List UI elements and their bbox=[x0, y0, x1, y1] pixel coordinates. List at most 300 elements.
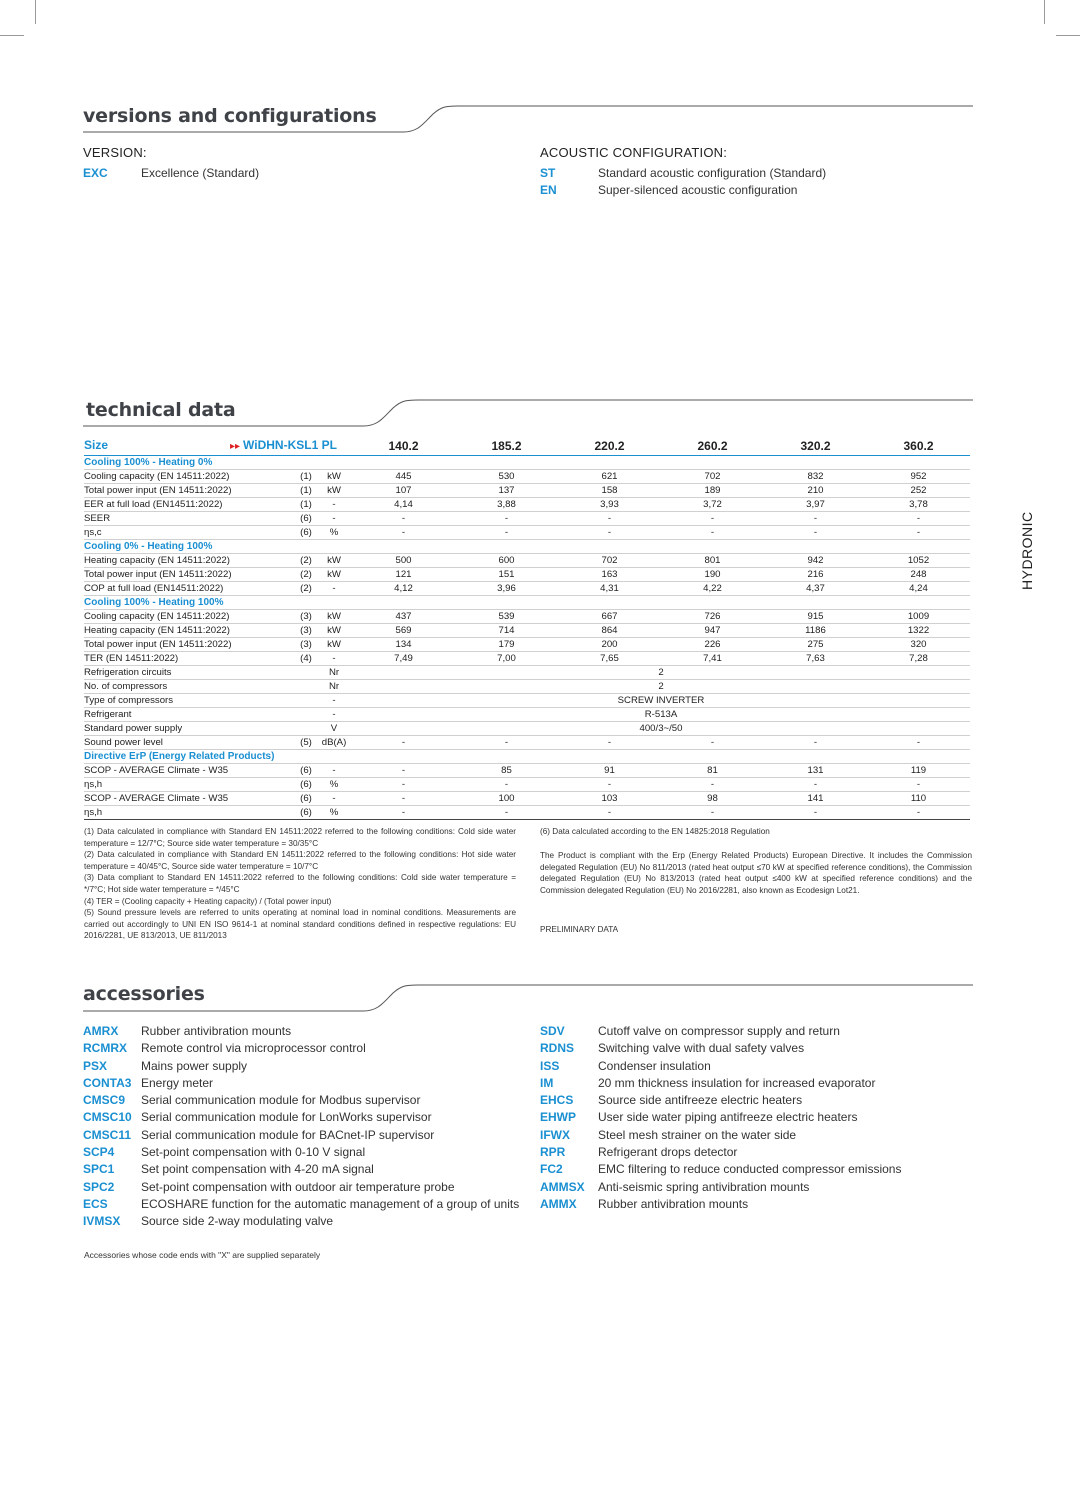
row-value: 832 bbox=[764, 470, 867, 484]
accessory-item bbox=[540, 1040, 901, 1057]
table-row bbox=[84, 484, 970, 498]
row-value: 3,97 bbox=[764, 498, 867, 512]
row-label: Total power input (EN 14511:2022) bbox=[84, 568, 296, 582]
size-label: Size bbox=[84, 438, 109, 452]
row-label: SCOP - AVERAGE Climate - W35 bbox=[84, 764, 296, 778]
row-label: Heating capacity (EN 14511:2022) bbox=[84, 624, 296, 638]
size-column-header: 360.2 bbox=[867, 437, 970, 456]
row-value: 320 bbox=[867, 638, 970, 652]
row-value: - bbox=[352, 764, 455, 778]
acoustic-item bbox=[540, 182, 797, 199]
row-value: 3,72 bbox=[661, 498, 764, 512]
accessory-item bbox=[540, 1179, 901, 1196]
row-value: 119 bbox=[867, 764, 970, 778]
acoustic-header: ACOUSTIC CONFIGURATION: bbox=[540, 145, 728, 160]
accessory-code: EHWP bbox=[540, 1110, 576, 1125]
notes-left: (1) Data calculated in compliance with Standard EN 14511:2022 referred to the following conditions: Cold side water temperature = 12/7°C; Source side water temperature = 30/35°C (2) Data calculated in compliance with Standard EN 14511:2022 referred to the following conditions: Hot side water temperature = 40/45°C, Source side water temperature = 10/7°C (3) Data compliant to Standard EN 14511:2022 referred to the following conditions: Cold side water temperature = */7°C; Hot side water temperature = */45°C (4) TER = (Cooling capacity + Heating capacity) / (Total power input) (5) Sound pressure levels are referred to units operating at nominal load in nominal conditions. Measurements are carried out accordingly to UNI EN ISO 9614-1 at nominal standard conditions defined in respective regulations: EU 2016/2281, UE 813/2013, UE 811/2013 bbox=[84, 827, 516, 941]
accessory-desc: Remote control via microprocessor control bbox=[141, 1041, 366, 1056]
accessory-desc: Rubber antivibration mounts bbox=[141, 1024, 292, 1038]
row-value: 1052 bbox=[867, 554, 970, 568]
row-unit: % bbox=[316, 806, 352, 820]
row-label: Type of compressors bbox=[84, 694, 296, 708]
row-value: - bbox=[867, 778, 970, 792]
accessory-desc: Refrigerant drops detector bbox=[598, 1145, 738, 1160]
row-note bbox=[296, 666, 316, 680]
row-unit: - bbox=[316, 764, 352, 778]
accessory-item bbox=[83, 1196, 519, 1213]
accessory-code: SCP4 bbox=[83, 1145, 115, 1160]
row-label: TER (EN 14511:2022) bbox=[84, 652, 296, 666]
row-value: - bbox=[558, 736, 661, 750]
row-value: 3,96 bbox=[455, 582, 558, 596]
row-value: 702 bbox=[661, 470, 764, 484]
row-unit: - bbox=[316, 792, 352, 806]
row-label: EER at full load (EN14511:2022) bbox=[84, 498, 296, 512]
row-unit: - bbox=[316, 512, 352, 526]
row-value: 4,14 bbox=[352, 498, 455, 512]
row-value: 1009 bbox=[867, 610, 970, 624]
row-value: 947 bbox=[661, 624, 764, 638]
accessory-item bbox=[83, 1179, 519, 1196]
version-item bbox=[83, 165, 259, 182]
row-value: - bbox=[558, 512, 661, 526]
accessory-item bbox=[540, 1075, 901, 1092]
accessories-right-list bbox=[540, 1023, 901, 1213]
accessory-desc: Serial communication module for Modbus supervisor bbox=[141, 1093, 421, 1108]
accessory-desc: Mains power supply bbox=[141, 1058, 248, 1073]
accessory-code: AMRX bbox=[83, 1024, 119, 1038]
accessory-code: RDNS bbox=[540, 1041, 575, 1056]
row-unit: kW bbox=[316, 568, 352, 582]
row-value: 4,31 bbox=[558, 582, 661, 596]
row-label: Total power input (EN 14511:2022) bbox=[84, 484, 296, 498]
accessory-item bbox=[83, 1109, 519, 1126]
row-value-spanned: 2 bbox=[352, 666, 970, 680]
table-row bbox=[84, 736, 970, 750]
acoustic-code: EN bbox=[540, 183, 557, 197]
row-value: 714 bbox=[455, 624, 558, 638]
row-label: Cooling capacity (EN 14511:2022) bbox=[84, 610, 296, 624]
row-note: (6) bbox=[296, 792, 316, 806]
row-value: 1322 bbox=[867, 624, 970, 638]
table-row bbox=[84, 694, 970, 708]
accessory-item bbox=[540, 1161, 901, 1178]
accessory-code: CONTA3 bbox=[83, 1075, 132, 1090]
accessory-code: CMSC11 bbox=[83, 1127, 132, 1142]
row-value: 539 bbox=[455, 610, 558, 624]
table-row bbox=[84, 610, 970, 624]
row-value: 4,24 bbox=[867, 582, 970, 596]
table-row bbox=[84, 652, 970, 666]
row-value: 210 bbox=[764, 484, 867, 498]
accessory-item bbox=[83, 1161, 519, 1178]
table-group-row bbox=[84, 456, 970, 470]
accessory-code: IFWX bbox=[540, 1127, 570, 1142]
row-value: 151 bbox=[455, 568, 558, 582]
accessories-left-list bbox=[83, 1023, 519, 1231]
row-value: - bbox=[764, 526, 867, 540]
row-note bbox=[296, 680, 316, 694]
crop-mark bbox=[1056, 35, 1080, 36]
accessory-code: RPR bbox=[540, 1145, 566, 1160]
row-value-spanned: 400/3~/50 bbox=[352, 722, 970, 736]
accessory-desc: User side water piping antifreeze electric heaters bbox=[598, 1110, 858, 1125]
accessory-item bbox=[540, 1196, 901, 1213]
accessory-code: AMMSX bbox=[540, 1179, 585, 1194]
row-unit: Nr bbox=[316, 680, 352, 694]
row-unit: - bbox=[316, 652, 352, 666]
row-note: (1) bbox=[296, 484, 316, 498]
row-value: 7,41 bbox=[661, 652, 764, 666]
section-title-versions: versions and configurations bbox=[83, 105, 377, 127]
size-column-header: 185.2 bbox=[455, 437, 558, 456]
table-row bbox=[84, 470, 970, 484]
side-label: HYDRONIC bbox=[1019, 511, 1035, 590]
row-value: 98 bbox=[661, 792, 764, 806]
row-note: (4) bbox=[296, 652, 316, 666]
row-value: - bbox=[661, 512, 764, 526]
row-note bbox=[296, 694, 316, 708]
accessory-item bbox=[540, 1109, 901, 1126]
crop-mark bbox=[1044, 0, 1045, 24]
row-note: (3) bbox=[296, 610, 316, 624]
row-value-spanned: R-513A bbox=[352, 708, 970, 722]
row-value: - bbox=[867, 526, 970, 540]
row-unit: - bbox=[316, 708, 352, 722]
row-value: - bbox=[558, 526, 661, 540]
row-note: (2) bbox=[296, 554, 316, 568]
row-value: - bbox=[352, 792, 455, 806]
table-group-row bbox=[84, 540, 970, 554]
row-value: - bbox=[352, 736, 455, 750]
row-label: ηs,c bbox=[84, 526, 296, 540]
accessory-code: PSX bbox=[83, 1058, 108, 1073]
model-marker-icon: ▸▸ bbox=[230, 441, 241, 452]
version-desc: Excellence (Standard) bbox=[141, 166, 260, 180]
row-unit: kW bbox=[316, 554, 352, 568]
accessory-desc: Steel mesh strainer on the water side bbox=[598, 1127, 797, 1142]
accessory-code: SDV bbox=[540, 1024, 565, 1038]
row-value: 3,93 bbox=[558, 498, 661, 512]
row-label: SCOP - AVERAGE Climate - W35 bbox=[84, 792, 296, 806]
accessory-item bbox=[83, 1092, 519, 1109]
row-label: SEER bbox=[84, 512, 296, 526]
group-label: Cooling 100% - Heating 100% bbox=[84, 596, 970, 610]
row-value: 163 bbox=[558, 568, 661, 582]
row-value: 100 bbox=[455, 792, 558, 806]
row-unit: % bbox=[316, 526, 352, 540]
row-value: 248 bbox=[867, 568, 970, 582]
accessory-item bbox=[83, 1213, 519, 1230]
accessory-code: ISS bbox=[540, 1058, 560, 1073]
size-column-header: 220.2 bbox=[558, 437, 661, 456]
row-value: 141 bbox=[764, 792, 867, 806]
row-value: 252 bbox=[867, 484, 970, 498]
row-value: 4,22 bbox=[661, 582, 764, 596]
row-unit: dB(A) bbox=[316, 736, 352, 750]
accessory-item bbox=[540, 1144, 901, 1161]
row-value: 942 bbox=[764, 554, 867, 568]
row-unit: kW bbox=[316, 484, 352, 498]
row-value: - bbox=[455, 778, 558, 792]
row-value: 667 bbox=[558, 610, 661, 624]
row-label: Total power input (EN 14511:2022) bbox=[84, 638, 296, 652]
row-value: 915 bbox=[764, 610, 867, 624]
accessory-code: IM bbox=[540, 1075, 554, 1090]
row-value: - bbox=[352, 806, 455, 820]
row-note: (6) bbox=[296, 806, 316, 820]
acoustic-desc: Standard acoustic configuration (Standard) bbox=[598, 166, 827, 180]
row-unit: - bbox=[316, 582, 352, 596]
row-value: 189 bbox=[661, 484, 764, 498]
row-value: - bbox=[661, 526, 764, 540]
row-value: 437 bbox=[352, 610, 455, 624]
accessory-item bbox=[83, 1144, 519, 1161]
accessory-desc: Anti-seismic spring antivibration mounts bbox=[598, 1179, 810, 1194]
row-value: - bbox=[661, 778, 764, 792]
accessory-desc: Serial communication module for BACnet-IP supervisor bbox=[141, 1127, 435, 1142]
row-value: 81 bbox=[661, 764, 764, 778]
accessory-code: RCMRX bbox=[83, 1041, 127, 1056]
row-value: 726 bbox=[661, 610, 764, 624]
row-value: - bbox=[558, 806, 661, 820]
size-column-header: 320.2 bbox=[764, 437, 867, 456]
row-value: 275 bbox=[764, 638, 867, 652]
row-value: 107 bbox=[352, 484, 455, 498]
table-header-row bbox=[84, 437, 970, 456]
table-row bbox=[84, 526, 970, 540]
row-unit: - bbox=[316, 694, 352, 708]
accessory-desc: Switching valve with dual safety valves bbox=[598, 1041, 805, 1056]
crop-mark bbox=[35, 0, 36, 24]
row-value: - bbox=[455, 512, 558, 526]
accessory-desc: Source side 2-way modulating valve bbox=[141, 1214, 334, 1229]
row-value: - bbox=[764, 736, 867, 750]
row-label: ηs,h bbox=[84, 778, 296, 792]
row-value: - bbox=[867, 512, 970, 526]
table-row bbox=[84, 680, 970, 694]
table-group-row bbox=[84, 750, 970, 764]
row-value: - bbox=[558, 778, 661, 792]
accessory-code: FC2 bbox=[540, 1162, 563, 1177]
row-value: - bbox=[455, 736, 558, 750]
row-value: - bbox=[455, 526, 558, 540]
row-value: 7,49 bbox=[352, 652, 455, 666]
row-value: 445 bbox=[352, 470, 455, 484]
row-unit: kW bbox=[316, 624, 352, 638]
row-value: 621 bbox=[558, 470, 661, 484]
accessory-item bbox=[540, 1023, 901, 1040]
row-value: 85 bbox=[455, 764, 558, 778]
row-label: Refrigerant bbox=[84, 708, 296, 722]
size-column-header: 260.2 bbox=[661, 437, 764, 456]
acoustic-item bbox=[540, 165, 826, 182]
row-label: Refrigeration circuits bbox=[84, 666, 296, 680]
row-note: (3) bbox=[296, 638, 316, 652]
row-value: 131 bbox=[764, 764, 867, 778]
section-title-accessories: accessories bbox=[83, 983, 205, 1005]
row-value: 103 bbox=[558, 792, 661, 806]
accessory-item bbox=[540, 1092, 901, 1109]
row-note: (5) bbox=[296, 736, 316, 750]
accessories-footnote: Accessories whose code ends with "X" are supplied separately bbox=[84, 1250, 321, 1260]
row-value: - bbox=[352, 512, 455, 526]
size-header-cell bbox=[84, 437, 352, 456]
row-value: - bbox=[867, 736, 970, 750]
row-note: (6) bbox=[296, 764, 316, 778]
row-value: 190 bbox=[661, 568, 764, 582]
table-row bbox=[84, 792, 970, 806]
row-label: Sound power level bbox=[84, 736, 296, 750]
table-row bbox=[84, 722, 970, 736]
section-title-technical: technical data bbox=[86, 399, 236, 421]
table-row bbox=[84, 806, 970, 820]
accessory-item bbox=[540, 1058, 901, 1075]
accessory-desc: ECOSHARE function for the automatic management of a group of units bbox=[141, 1196, 520, 1211]
accessory-desc: Set-point compensation with outdoor air temperature probe bbox=[141, 1179, 455, 1194]
accessory-desc: EMC filtering to reduce conducted compressor emissions bbox=[598, 1162, 902, 1177]
table-row bbox=[84, 568, 970, 582]
row-value: 569 bbox=[352, 624, 455, 638]
row-label: Cooling capacity (EN 14511:2022) bbox=[84, 470, 296, 484]
row-value: - bbox=[764, 778, 867, 792]
row-value: 134 bbox=[352, 638, 455, 652]
section-divider bbox=[83, 104, 973, 134]
row-note: (2) bbox=[296, 582, 316, 596]
table-group-row bbox=[84, 596, 970, 610]
row-note: (1) bbox=[296, 498, 316, 512]
acoustic-desc: Super-silenced acoustic configuration bbox=[598, 183, 798, 197]
accessory-item bbox=[83, 1023, 519, 1040]
table-row bbox=[84, 764, 970, 778]
row-unit: kW bbox=[316, 610, 352, 624]
accessory-code: CMSC9 bbox=[83, 1093, 126, 1108]
accessory-code: EHCS bbox=[540, 1093, 574, 1108]
row-note: (6) bbox=[296, 778, 316, 792]
version-code: EXC bbox=[83, 166, 108, 180]
group-label: Cooling 100% - Heating 0% bbox=[84, 456, 970, 470]
row-value: 4,37 bbox=[764, 582, 867, 596]
table-row bbox=[84, 638, 970, 652]
table-row bbox=[84, 778, 970, 792]
accessory-code: ECS bbox=[83, 1196, 108, 1211]
row-value: 3,88 bbox=[455, 498, 558, 512]
accessory-code: IVMSX bbox=[83, 1214, 121, 1229]
row-value: 500 bbox=[352, 554, 455, 568]
row-unit: - bbox=[316, 498, 352, 512]
row-label: No. of compressors bbox=[84, 680, 296, 694]
technical-data-table bbox=[84, 437, 970, 820]
notes-right-erp-directive: The Product is compliant with the Erp (Energy Related Products) European Directive. It includes the Commission delegated Regulation (EU) No 811/2013 (rated heat output ≤70 kW at specified reference conditions), the Commission delegated Regulation (EU) No 813/2013 (rated heat output ≤400 kW at specified reference conditions) and the Commission delegated Regulation (EU) No 2016/2281, also known as Ecodesign Lot21. bbox=[540, 851, 972, 895]
row-value: - bbox=[352, 526, 455, 540]
section-divider bbox=[83, 398, 973, 428]
accessory-desc: Serial communication module for LonWorks supervisor bbox=[141, 1110, 432, 1125]
accessory-item bbox=[83, 1127, 519, 1144]
row-value: 110 bbox=[867, 792, 970, 806]
row-value: 530 bbox=[455, 470, 558, 484]
row-value: 216 bbox=[764, 568, 867, 582]
section-divider bbox=[83, 983, 973, 1013]
row-value-spanned: SCREW INVERTER bbox=[352, 694, 970, 708]
row-unit: V bbox=[316, 722, 352, 736]
model-name: WiDHN-KSL1 PL bbox=[243, 438, 337, 452]
row-note: (3) bbox=[296, 624, 316, 638]
row-note: (6) bbox=[296, 526, 316, 540]
row-value: - bbox=[661, 806, 764, 820]
accessory-code: SPC2 bbox=[83, 1179, 115, 1194]
version-header: VERSION: bbox=[83, 145, 147, 160]
size-column-header: 140.2 bbox=[352, 437, 455, 456]
accessory-item bbox=[83, 1058, 519, 1075]
row-note bbox=[296, 708, 316, 722]
row-note: (6) bbox=[296, 512, 316, 526]
row-label: COP at full load (EN14511:2022) bbox=[84, 582, 296, 596]
row-unit: kW bbox=[316, 638, 352, 652]
row-value: 801 bbox=[661, 554, 764, 568]
table-row bbox=[84, 512, 970, 526]
row-unit: Nr bbox=[316, 666, 352, 680]
row-value: 7,00 bbox=[455, 652, 558, 666]
acoustic-code: ST bbox=[540, 166, 556, 180]
preliminary-data-label: PRELIMINARY DATA bbox=[540, 925, 619, 934]
row-value: 952 bbox=[867, 470, 970, 484]
table-row bbox=[84, 666, 970, 680]
row-value: 1186 bbox=[764, 624, 867, 638]
row-value: 864 bbox=[558, 624, 661, 638]
row-value: 121 bbox=[352, 568, 455, 582]
table-row bbox=[84, 554, 970, 568]
row-value: 3,78 bbox=[867, 498, 970, 512]
accessory-desc: Energy meter bbox=[141, 1075, 214, 1090]
row-value: 226 bbox=[661, 638, 764, 652]
notes-right-erp-regulation: (6) Data calculated according to the EN 14825:2018 Regulation bbox=[540, 827, 770, 836]
accessory-desc: Source side antifreeze electric heaters bbox=[598, 1093, 803, 1108]
row-value: 7,63 bbox=[764, 652, 867, 666]
accessory-desc: Rubber antivibration mounts bbox=[598, 1196, 749, 1211]
accessory-item bbox=[540, 1127, 901, 1144]
row-value: - bbox=[867, 806, 970, 820]
row-value: 702 bbox=[558, 554, 661, 568]
row-value: 7,65 bbox=[558, 652, 661, 666]
accessory-code: CMSC10 bbox=[83, 1110, 132, 1125]
row-note: (2) bbox=[296, 568, 316, 582]
row-value: - bbox=[764, 512, 867, 526]
row-label: ηs,h bbox=[84, 806, 296, 820]
accessory-code: AMMX bbox=[540, 1196, 577, 1211]
row-value: - bbox=[661, 736, 764, 750]
accessory-code: SPC1 bbox=[83, 1162, 115, 1177]
row-note bbox=[296, 722, 316, 736]
group-label: Directive ErP (Energy Related Products) bbox=[84, 750, 970, 764]
row-value: 200 bbox=[558, 638, 661, 652]
row-value: - bbox=[455, 806, 558, 820]
row-unit: kW bbox=[316, 470, 352, 484]
table-row bbox=[84, 708, 970, 722]
row-value: 137 bbox=[455, 484, 558, 498]
row-value: - bbox=[352, 778, 455, 792]
row-value: - bbox=[764, 806, 867, 820]
table-row bbox=[84, 498, 970, 512]
accessory-desc: Condenser insulation bbox=[598, 1058, 711, 1073]
accessory-desc: Set point compensation with 4-20 mA signal bbox=[141, 1162, 374, 1177]
row-value: 158 bbox=[558, 484, 661, 498]
row-label: Standard power supply bbox=[84, 722, 296, 736]
accessory-item bbox=[83, 1040, 519, 1057]
table-row bbox=[84, 624, 970, 638]
crop-mark bbox=[0, 35, 24, 36]
row-value: 91 bbox=[558, 764, 661, 778]
row-value: 7,28 bbox=[867, 652, 970, 666]
